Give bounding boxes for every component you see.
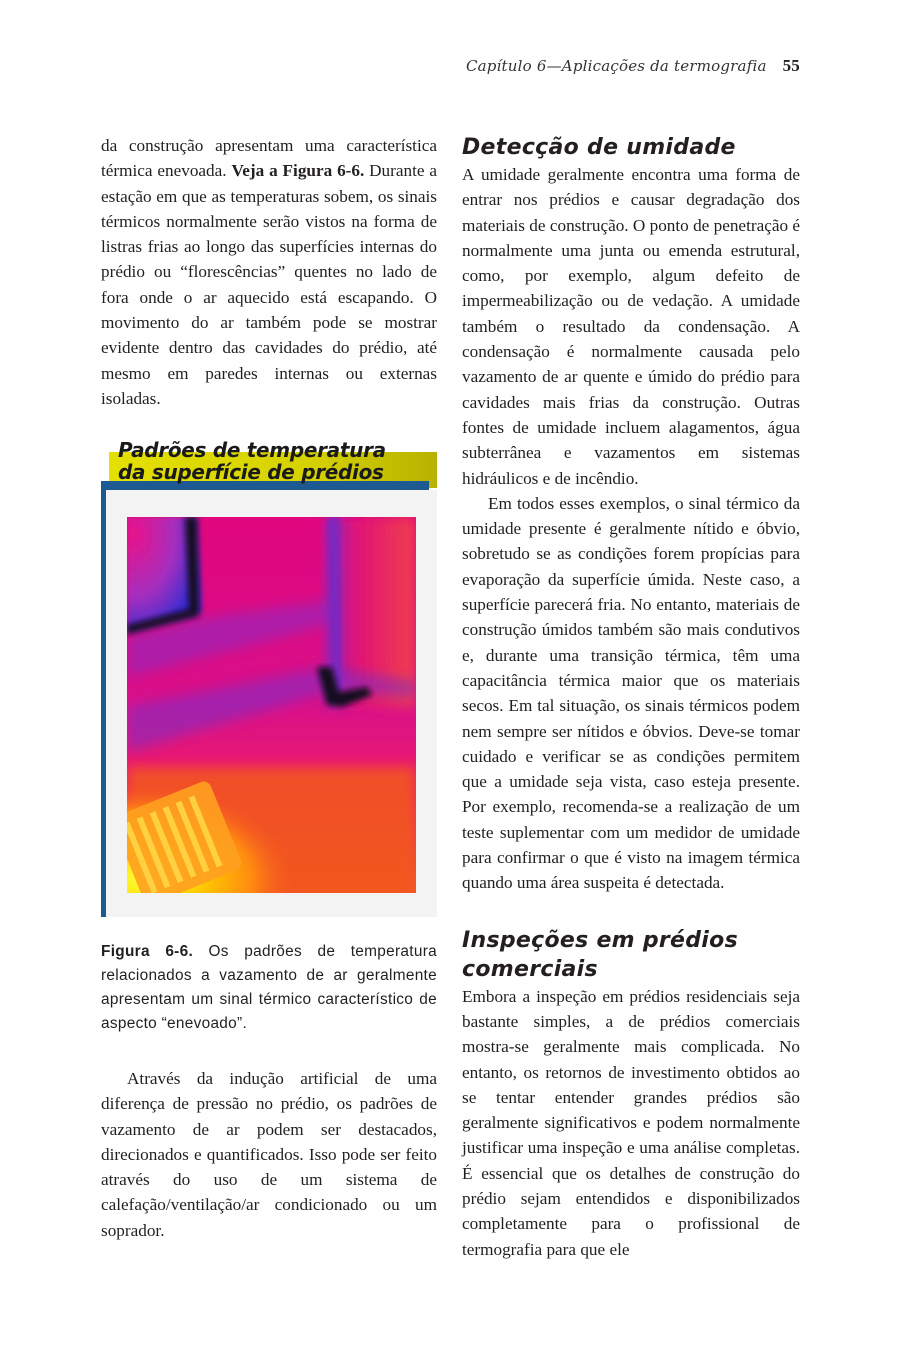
figure-reference: Veja a Figura 6-6. bbox=[231, 161, 365, 181]
figure-left-bar bbox=[101, 481, 106, 917]
figure-title-line-2: da superfície de prédios bbox=[118, 460, 384, 484]
caption-text: Os padrões de temperatura relacionados a vazamento de ar geralmente apresentam um sinal térmico característico de aspecto “enevoado”. bbox=[101, 943, 437, 1032]
paragraph-text: Durante a estação em que as temperaturas sobem, os sinais térmicos normalmente serão vistos na forma de listras frias ao longo das superfícies internas do prédio ou “florescências” quentes no lado de fora onde o ar aquecido está escapando. O movimento do ar também pode se mostrar evidente dentro das cavidades do prédio, até mesmo em paredes internas ou externas isoladas. bbox=[101, 161, 437, 408]
body-paragraph bbox=[101, 133, 437, 411]
section-heading-commercial: Inspeções em prédios comerciais bbox=[462, 927, 738, 982]
figure-title-line-1: Padrões de temperatura bbox=[118, 438, 386, 462]
figure-title bbox=[118, 439, 418, 483]
section-heading-moisture: Detecção de umidade bbox=[462, 135, 736, 160]
body-paragraph: Em todos esses exemplos, o sinal térmico da umidade presente é geralmente nítido e óbvio, sobretudo se as condições forem propícias para evaporação da superfície úmida. Neste caso, a superfície parecerá fria. No entanto, materiais de construção úmidos também são mais condutivos e, durante uma transição térmica, têm uma capacitância térmica maior que os materiais secos. Em tal situação, os sinais térmicos podem nem sempre ser nítidos e óbvios. Deve-se tomar cuidado e verificar se as condições permitem que a umidade seja vista, caso esteja presente. Por exemplo, recomenda-se a realização de um teste suplementar com um medidor de umidade para confirmar o que é visto na imagem térmica quando uma área suspeita é detectada. bbox=[462, 493, 800, 893]
paragraph-text: da construção apresentam uma característica térmica enevoada. bbox=[101, 136, 437, 181]
page-number: 55 bbox=[782, 56, 800, 75]
left-column-bottom bbox=[101, 1066, 437, 1243]
body-paragraph: Embora a inspeção em prédios residenciais seja bastante simples, a de prédios comerciais mostra-se geralmente mais complicada. No entanto, os retornos de investimento obtidos ao se tentar entender grandes prédios são geralmente significativos e podem normalmente justificar uma inspeção e uma análise completas. É essencial que os detalhes de construção do prédio sejam entendidos e disponibilizados completamente para o profissional de termografia para que ele bbox=[462, 986, 800, 1259]
body-paragraph: Através da indução artificial de uma diferença de pressão no prédio, os padrões de vazamento de ar podem ser destacados, direcionados e quantificados. Isso pode ser feito através do uso de um sistema de calefação/ventilação/ar condicionado ou um soprador. bbox=[101, 1069, 437, 1240]
caption-label: Figura 6-6. bbox=[101, 943, 194, 960]
running-header bbox=[466, 56, 800, 76]
body-paragraph: A umidade geralmente encontra uma forma de entrar nos prédios e causar degradação dos materiais de construção. O ponto de penetração é normalmente uma junta ou emenda estrutural, como, por exemplo, algum defeito de impermeabilização ou de vedação. A umidade também o resultado da condensação. A condensação é normalmente causada pelo vazamento de ar quente e úmido do prédio para cavidades mais frias da construção. Outras fontes de umidade incluem alagamentos, água subterrânea e vazamentos em sistemas hidráulicos e de incêndio. bbox=[462, 165, 800, 488]
right-column bbox=[462, 133, 800, 1262]
figure-box bbox=[101, 437, 437, 917]
chapter-title: Capítulo 6—Aplicações da termografia bbox=[465, 57, 767, 75]
left-column-top bbox=[101, 133, 437, 411]
figure-caption bbox=[101, 940, 437, 1036]
thermal-image bbox=[127, 517, 416, 893]
